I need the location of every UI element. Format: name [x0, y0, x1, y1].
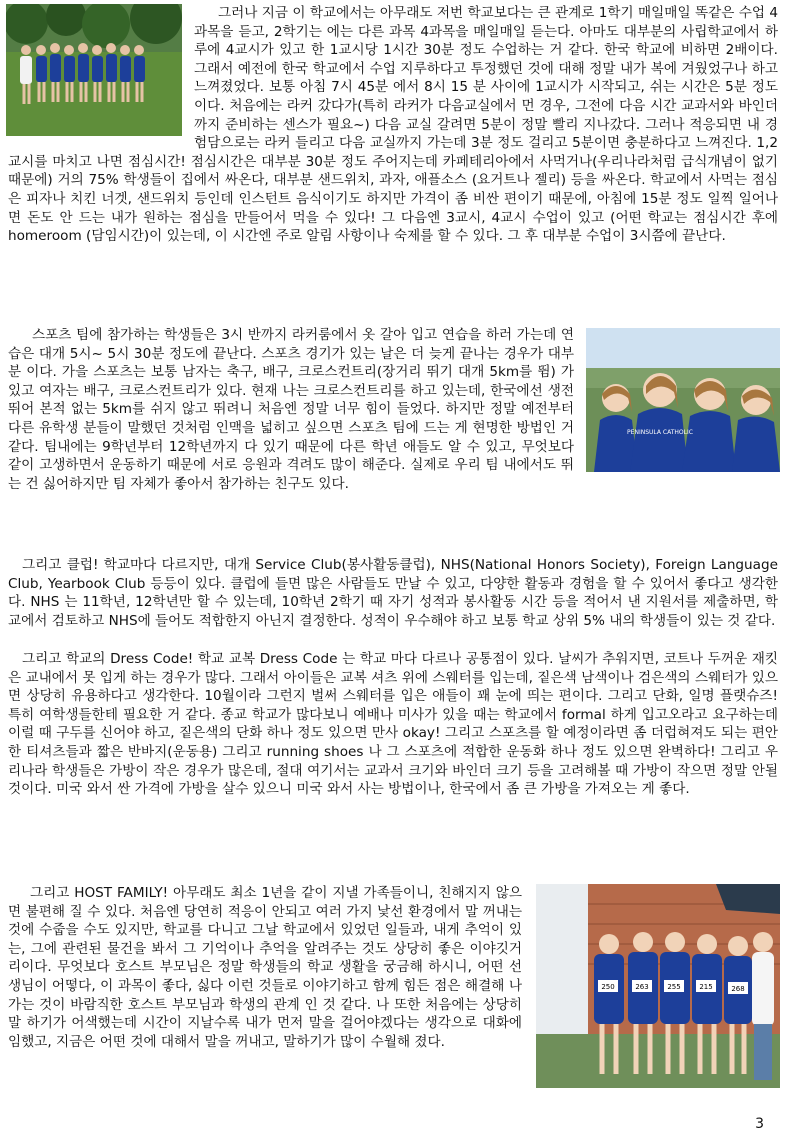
paragraph-1-text: 그러나 지금 이 학교에서는 아무래도 저번 학교보다는 큰 관계로 1학기 매일매일 똑같은 수업 4과목을 듣고, 2학기는 에는 다른 과목 4과목을 매일매일 듣는다. 아마도 대부분의 사립학교에서 하루에 4교시가 있고 한 1교시당 1시간 30분 정도 수업하는 거 같다. 한국 학교에 비하면 2배이다. 그래서 예전에 한국 학교에서 수업 지루하다고 투정했던 것에 대해 정말 내가 복에 겨웠었구나 하고 느껴졌었다. 보통 아침 7시 45분 에서 8시 15 분 사이에 1교시가 시작되고, 쉬는 시간은 5분 정도이다. 처음에는 라커 갔다가(특히 라커가 다음교실에서 먼 경우, 그전에 다음 시간 교과서와 바인더까지 준비하는 센스가 필요~) 다음 교실 갈려면 5분이 정말 빨리 지나갔다. 그러나 적응되면 내 경험담으로는 라커 들리고 다음 교실까지 가는데 3분 정도 걸리고 5분이면 충분하다고 느껴진다. 1,2교시를 마치고 나면 점심시간! 점심시간은 대부분 30분 정도 주어지는데 카페테리아에서 사먹거나(우리나라처럼 급식개념이 없기 때문에) 거의 75% 학생들이 집에서 싸온다, 대부분 샌드위치, 과자, 애플소스 (요거트나 젤리) 등을 싸온다. 학교에서 사먹는 점심은 피자나 치킨 너겟, 샌드위치 등인데 인스턴트 음식이기도 하지만 가격이 좀 비싼 편이기 때문에, 아침에 15분 정도 일찍 일어나면 돈도 안 드는 내가 원하는 점심을 만들어서 먹을 수 있다! 그 다음엔 3교시, 4교시 수업이 있고 (어떤 학교는 점심시간 후에 homeroom (담임시간)이 있는데, 이 시간엔 주로 알림 사항이나 숙제를 할 수 있다. 그 후 대부분 수업이 3시쯤에 끝난다. — [8, 5, 779, 245]
team-field-image — [6, 4, 182, 136]
team-race-image — [536, 884, 780, 1088]
paragraph-2-text: 스포츠 팀에 참가하는 학생들은 3시 반까지 라커룸에서 옷 갈아 입고 연습을 하러 가는데 연습은 대개 5시~ 5시 30분 정도에 끝난다. 스포츠 경기가 있는 날은 더 늦게 끝나는 경우가 대부분 이다. 가을 스포츠는 보통 남자는 축구, 배구, 크로스컨트리(장거리 뛰기 대개 5km를 뜀) 가 있고 여자는 배구, 크로스컨트리가 있다. 현재 나는 크로스컨트리를 하고 있는데, 한국에선 생전 뛰어 본적 없는 5km를 쉬지 않고 뛰려니 처음엔 정말 너무 힘이 들었다. 하지만 정말 예전부터 다른 유학생 분들이 말했던 것처럼 인맥을 넓히고 싶으면 스포츠 팀에 드는 게 현명한 방법인 거 같다. 팀내에는 9학년부터 12학년까지 다 있기 때문에 다른 학년 애들도 알 수 있고, 무엇보다 같이 고생하면서 운동하기 때문에 서로 응원과 격려도 많이 해준다. 실제로 우리 팀 내에서도 뛰는 건 싫어하지만 팀 자체가 좋아서 참가하는 친구도 있다. — [8, 327, 574, 492]
photo-team-field — [6, 4, 182, 136]
paragraph-4 — [8, 650, 778, 799]
photo-team-race — [536, 884, 780, 1088]
paragraph-1 — [8, 4, 778, 246]
bib-3: 255 — [667, 983, 681, 991]
paragraph-5-text: 그리고 HOST FAMILY! 아무래도 최소 1년을 같이 지낼 가족들이니, 친해지지 않으면 불편해 질 수 있다. 처음엔 당연히 적응이 안되고 여러 가지 낯선 환경에서 말 꺼내는 것에 수줍을 수도 있지만, 학교를 다니고 그날 학교에서 있었던 일들과, 내게 추억이 있는, 그에 관련된 물건을 봐서 그 기억이나 추억을 알려주는 것도 상당히 좋은 이야깃거리이다. 무엇보다 호스트 부모님은 정말 학생들의 학교 생활을 궁금해 하시니, 어떤 선생님이 어떻다, 이 과목이 좋다, 싫다 이런 것들로 이야기하고 함께 힘든 점은 해결해 나가는 것이 바람직한 호스트 부모님과 학생의 관계 인 것 같다. 나 또한 처음에는 상당히 말 하기가 어색했는데 시간이 지날수록 내가 먼저 말을 걸어야겠다는 생각으로 대화에 임했고, 지금은 어떤 것에 대해서 말을 꺼내고, 말하기가 많이 수월해 졌다. — [8, 885, 522, 1050]
bib-5: 268 — [731, 985, 745, 993]
bib-2: 263 — [635, 983, 649, 991]
paragraph-3 — [8, 556, 778, 630]
bib-1: 250 — [601, 983, 615, 991]
paragraph-2 — [8, 326, 778, 493]
photo-team-closeup — [586, 328, 780, 472]
jersey-text: PENINSULA CATHOLIC — [627, 429, 693, 436]
paragraph-4-text: 그리고 학교의 Dress Code! 학교 교복 Dress Code 는 학교 마다 다르나 공통점이 있다. 날씨가 추워지면, 코트나 두꺼운 재킷은 교내에서 못 입게 하는 경우가 많다. 그래서 아이들은 교복 셔츠 위에 스웨터를 입는데, 짙은색 남색이나 검은색의 스웨터가 있으면 상당히 유용하다고 생각한다. 10월이라 그런지 벌써 스웨터를 입은 애들이 꽤 눈에 띄는 편이다. 그리고 단화, 일명 플랫슈즈! 특히 여학생들한테 필요한 거 같다. 종교 학교가 많다보니 예배나 미사가 있을 때는 학교에서 formal 하게 입고오라고 요구하는데 이럴 때 구두를 신어야 하고, 짙은색의 단화 하나 정도 있으면 만사 okay! 그리고 스포츠를 할 예정이라면 좀 더럽혀져도 되는 편안한 티셔츠들과 짧은 반바지(운동용) 그리고 running shoes 나 그 스포츠에 적합한 운동화 하나 정도 있으면 완벽하다! 그리고 우리나라 학생들은 가방이 작은 경우가 많은데, 절대 여기서는 교과서 크기와 바인더 크기 등을 고려해볼 때 가방이 작으면 정말 안될 것이다. 미국 와서 싼 가격에 가방을 살수 있으니 미국 와서 사는 방법이나, 한국에서 좀 큰 가방을 가져오는 게 좋다. — [8, 651, 778, 798]
paragraph-5 — [8, 884, 778, 1092]
paragraph-3-text: 그리고 클럽! 학교마다 다르지만, 대개 Service Club(봉사활동클럽), NHS(National Honors Society), Foreign Language Club, Yearbook Club 등등이 있다. 클럽에 들면 많은 사람들도 만날 수 있고, 다양한 활동과 경험을 할 수 있어서 좋다고 생각한다. NHS 는 11학년, 12학년만 할 수 있는데, 10학년 2학기 때 자기 성적과 봉사활동 시간 등을 적어서 낸 지원서를 제출하면, 학교에서 검토하고 NHS에 들어도 적합한지 아닌지 결정한다. 성적이 우수해야 하고 보통 학교 상위 5% 내의 학생들이 있는 것 같다. — [8, 557, 778, 629]
team-closeup-image — [586, 328, 780, 472]
bib-4: 215 — [699, 983, 713, 991]
page-number: 3 — [755, 1116, 764, 1132]
